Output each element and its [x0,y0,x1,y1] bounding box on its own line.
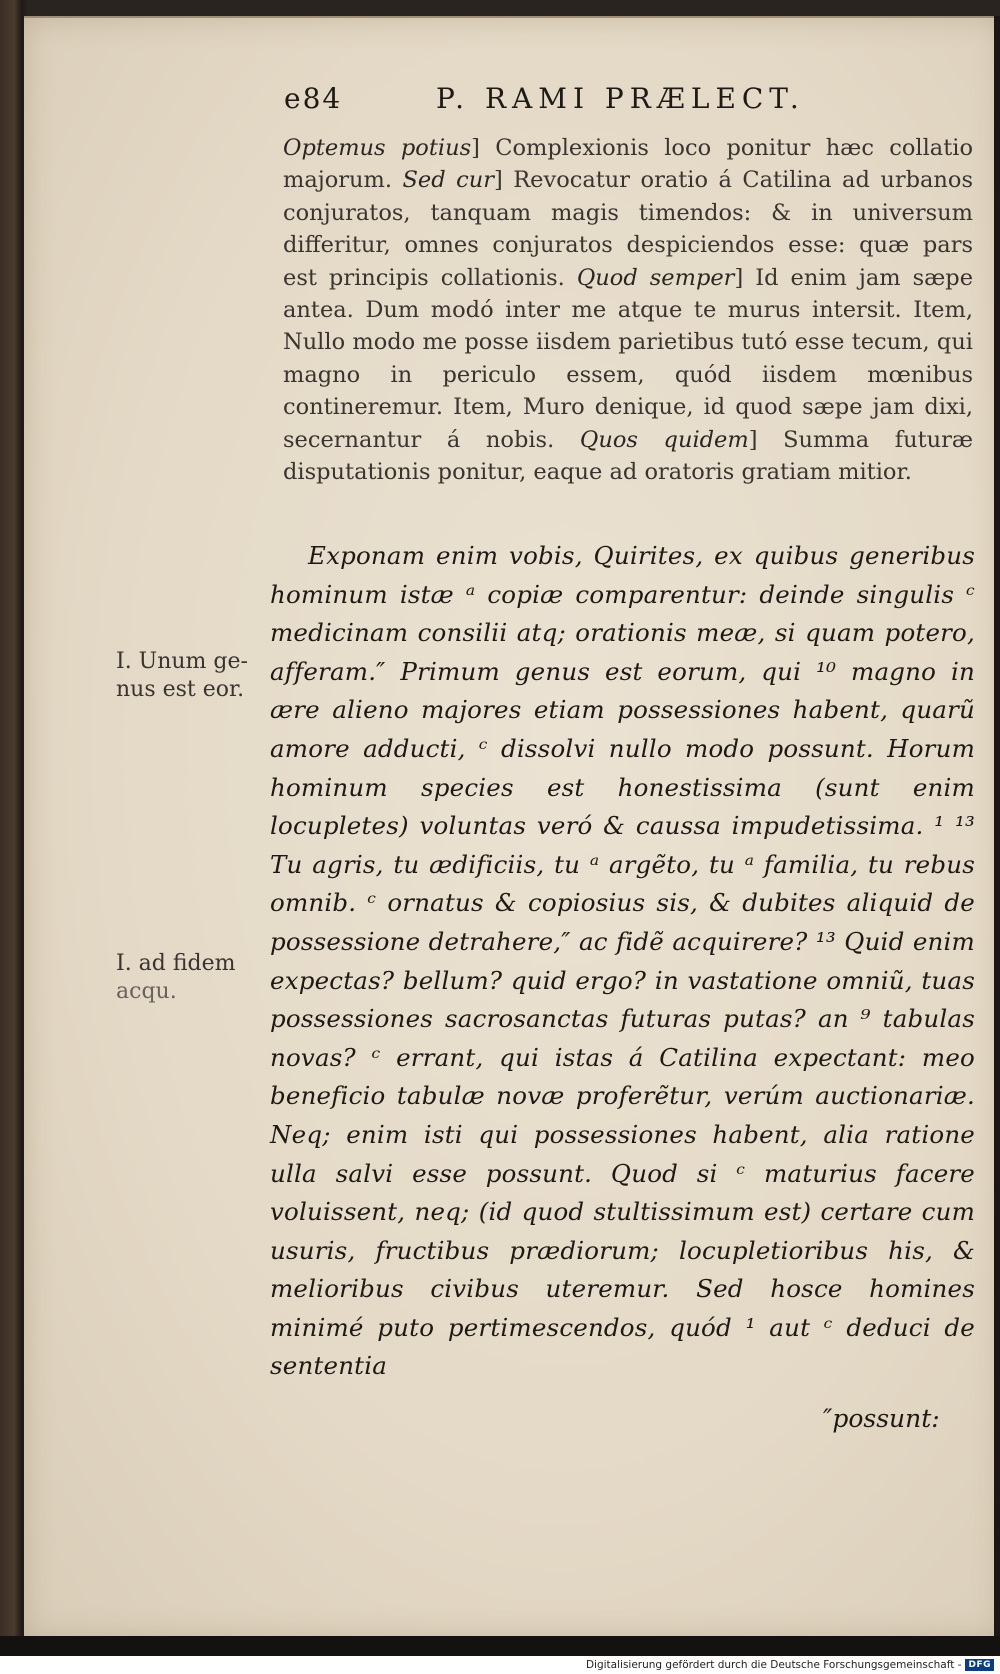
footer-credit: Digitalisierung gefördert durch die Deutsche Forschungsgemeinschaft - [585,1659,962,1671]
running-title: P. RAMI PRÆLECT. [436,82,805,115]
main-text-block [270,537,975,1386]
lemma: Quos quidem [579,426,749,453]
main-paragraph: Exponam enim vobis, Quirites, ex quibus generibus hominum istæ ᵃ copiæ comparentur: deinde singulis ᶜ medicinam consilii atq; orationis meæ, si quam potero, afferam.″ Primum genus est eorum, qui ¹⁰ magno in ære alieno majores etiam possessiones habent, quarũ amore adducti, ᶜ dissolvi nullo modo possunt. Horum hominum species est honestissima (sunt enim locupletes) voluntas veró & caussa impudetissima. ¹ ¹³ Tu agris, tu ædificiis, tu ᵃ argẽto, tu ᵃ familia, tu rebus omnib. ᶜ ornatus & copiosius sis, & dubites aliquid de possessione detrahere,″ ac fidẽ acquirere? ¹³ Quid enim expectas? bellum? quid ergo? in vastatione omniũ, tuas possessiones sacrosanctas futuras putas? an ⁹ tabulas novas? ᶜ errant, qui istas á Catilina expectant: meo beneficio tabulæ novæ proferẽtur, verúm auctionariæ. Neq; enim isti qui possessiones habent, alia ratione ulla salvi esse possunt. Quod si ᶜ maturius facere voluissent, neq; (id quod stultissimum est) certare cum usuris, fructibus prædiorum; locupletioribus his, & melioribus civibus uteremur. Sed hosce homines minimé puto pertimescendos, quód ¹ aut ᶜ deduci de sententia [270,541,975,1381]
commentary-paragraph [283,132,973,488]
lemma: Sed cur [402,167,494,194]
margin-note [116,648,276,704]
margin-note-line: I. ad fidem [116,951,236,976]
margin-note-line: nus est eor. [116,677,245,702]
page-edge [994,16,1000,1636]
catchword: ″possunt: [823,1404,940,1433]
commentary-text: ] Summa futuræ disputationis ponitur, eaque ad oratoris gratiam mitior. [283,426,973,486]
lemma: Optemus potius [283,135,472,161]
dfg-logo: DFG [965,1659,994,1671]
commentary-text: ] Revocatur oratio á Catilina ad urbanos conjuratos, tanquam magis timendos: & in universum differitur, omnes conjuratos despiciendos esse: quæ pars est principis collationis. [283,167,973,291]
margin-note-line: I. Unum ge- [116,649,248,674]
margin-note [116,950,276,1006]
lemma: Quod semper [576,264,735,291]
footer-bar [0,1656,1000,1674]
margin-note-line: acqu. [116,979,177,1004]
scan-bottom-edge [0,1636,1000,1656]
commentary-text: ] Complexionis loco ponitur hæc collatio majorum. [283,135,973,194]
page-number: e84 [284,82,343,115]
commentary-block [283,132,973,488]
commentary-text: ] Id enim jam sæpe antea. Dum modó inter me atque te murus intersit. Item, Nullo modo me posse iisdem parietibus tutó esse tecum, qui magno in periculo essem, quód iisdem mœnibus contineremur. Item, Muro denique, id quod sæpe jam dixi, secernantur á nobis. [283,264,974,453]
